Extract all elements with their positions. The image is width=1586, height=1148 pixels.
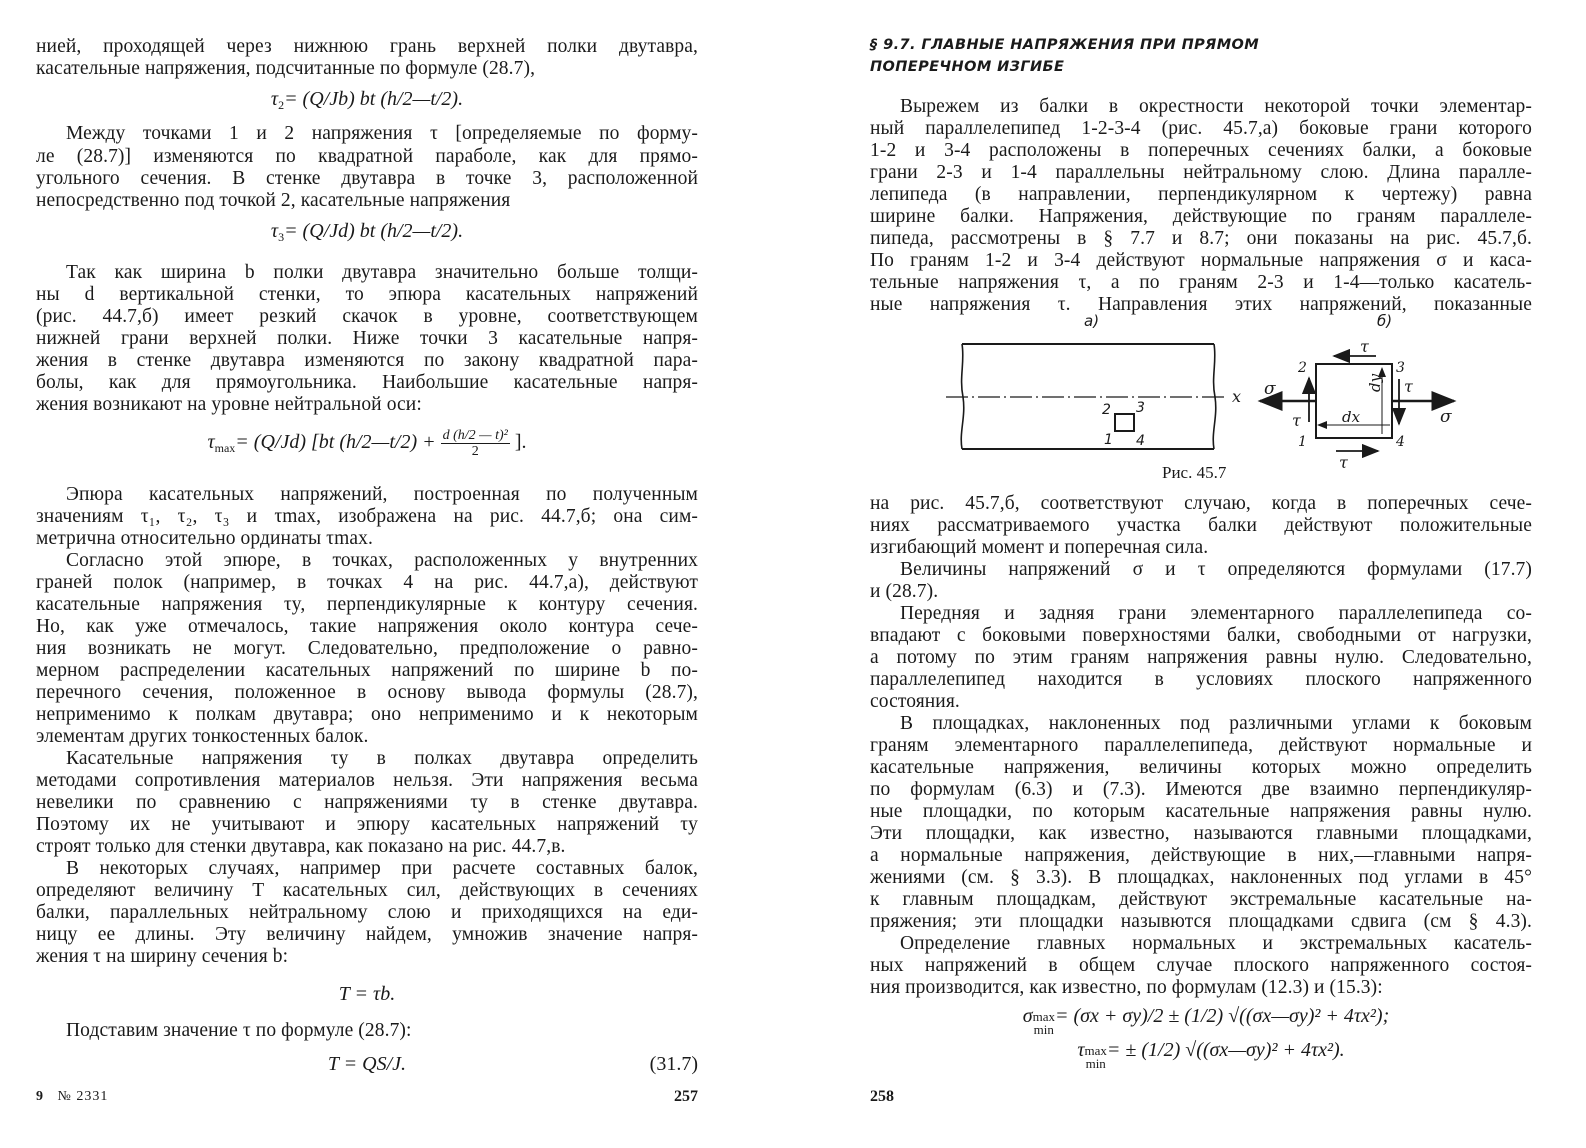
equation-number: (31.7): [649, 1053, 698, 1075]
text-line: касательные напряжения τy, перпендикулярные к контуру сечения.: [36, 594, 698, 615]
text-line: болы, как для прямоугольника. Наибольшие касательные напря-: [36, 372, 698, 393]
text-line: грани 2-3 и 1-4 параллельны нейтральному слою. Длина паралле-: [870, 162, 1532, 183]
text-line: методами сопротивления материалов нельзя. Эти напряжения весьма: [36, 770, 698, 791]
text-line: состояния.: [870, 691, 960, 712]
formula-T: T = τb.: [338, 983, 396, 1005]
text-line: метрична относительно ординаты τmax.: [36, 528, 373, 549]
text-line: Согласно этой эпюре, в точках, расположенных у внутренних: [66, 550, 698, 571]
stress-element-drawing: [1256, 312, 1486, 472]
text-line: ные напряжения τ. Направления этих напряжений, показанные: [870, 294, 1532, 315]
svg-text:σ: σ: [1440, 407, 1452, 427]
formula-tau2: $\tau_2= (Q/Jb)$ bt (h/2—t/2).: [270, 88, 464, 112]
svg-text:τ: τ: [1360, 337, 1369, 356]
text-line: ны d вертикальной стенки, то эпюра касательных напряжений: [36, 284, 698, 305]
text-line: элементам других тонкостенных балок.: [36, 726, 369, 747]
text-line: параллелепипед находится в условиях плоского напряженного: [870, 669, 1532, 690]
text-line: а нормальные напряжения, действующие в них,—главными напря-: [870, 845, 1532, 866]
max-min-subscript: max min: [1084, 1043, 1107, 1071]
text-line: 1-2 и 3-4 расположены в поперечных сечениях балки, а боковые: [870, 140, 1532, 161]
svg-text:τ: τ: [1292, 411, 1301, 430]
printer-signature: 9 № 2331: [36, 1089, 109, 1104]
beam-drawing: [946, 312, 1246, 462]
svg-text:1: 1: [1298, 434, 1307, 450]
text-line: значениям τ₁, τ₂, τ₃ и τmax, изображена на рис. 44.7,б; она сим-: [36, 506, 698, 527]
panel-label: а): [1084, 312, 1100, 330]
text-line: В некоторых случаях, например при расчете составных балок,: [66, 858, 698, 879]
text-line: ницу ее длины. Эту величину найдем, умножив значение напря-: [36, 924, 698, 945]
svg-text:1: 1: [1104, 432, 1113, 448]
section-heading: § 9.7. ГЛАВНЫЕ НАПРЯЖЕНИЯ ПРИ ПРЯМОМ: [870, 37, 1260, 53]
text-line: жения возникают на уровне нейтральной оси:: [36, 394, 422, 415]
fraction: $\frac{\text{d (h/2 — t)²}}{2}$: [442, 428, 508, 459]
text-line: граням элементарного параллелепипеда, действуют нормальные и: [870, 735, 1532, 756]
section-heading: ПОПЕРЕЧНОМ ИЗГИБЕ: [870, 59, 1065, 75]
text-line: неприменимо к полкам двутавра; оно неприменимо и к некоторым: [36, 704, 698, 725]
text-line: ширине балки. Напряжения, действующие по граням параллеле-: [870, 206, 1532, 227]
text-line: касательные напряжения, величины которых можно определить: [870, 757, 1532, 778]
text-line: нижней грани верхней полки. Ниже точки 3 касательные напря-: [36, 328, 698, 349]
text-line: перечного сечения, положенное в основу вывода формулы (28.7),: [36, 682, 698, 703]
svg-text:3: 3: [1396, 360, 1405, 376]
text-line: Так как ширина b полки двутавра значительно больше толщи-: [66, 262, 698, 283]
text-line: Но, как уже отмечалось, такие напряжения около контура сече-: [36, 616, 698, 637]
text-line: впадают с боковыми поверхностями балки, свободными от нагрузки,: [870, 625, 1532, 646]
text-line: пипеда, рассмотрены в § 7.7 и 8.7; они показаны на рис. 45.7,б.: [870, 228, 1532, 249]
text-line: жения τ на ширину сечения b:: [36, 946, 289, 967]
text-line: Эпюра касательных напряжений, построенная по полученным: [66, 484, 698, 505]
text-line: ния возникать не могут. Следовательно, предположение о равно-: [36, 638, 698, 659]
text-line: В площадках, наклоненных под различными углами к боковым: [900, 713, 1532, 734]
text-line: ные площадки, по которым касательные напряжения равны нулю.: [870, 801, 1532, 822]
svg-text:3: 3: [1136, 400, 1145, 416]
text-line: пряжения; эти площадки назывются площадками сдвига (см § 4.3).: [870, 911, 1532, 932]
text-line: угольного сечения. В стенке двутавра в точке 3, расположенной: [36, 168, 698, 189]
text-line: Передняя и задняя грани элементарного параллелепипеда со-: [900, 603, 1532, 624]
text-line: касательные напряжения, подсчитанные по формуле (28.7),: [36, 58, 536, 79]
text-line: тельные напряжения τ, а по граням 2-3 и 1-4—только касатель-: [870, 272, 1532, 293]
text-line: изгибающий момент и поперечная сила.: [870, 537, 1209, 558]
text-line: а потому по этим граням напряжения равны нулю. Следовательно,: [870, 647, 1532, 668]
svg-text:2: 2: [1298, 360, 1307, 376]
svg-text:τ: τ: [1339, 453, 1348, 472]
figure-45-7-a: [946, 312, 1246, 462]
formula-tau3: $\tau_3= (Q/Jd)$ bt (h/2—t/2).: [270, 220, 464, 244]
text-line: мерном распределении касательных напряжений по ширине b по-: [36, 660, 698, 681]
text-line: По граням 1-2 и 3-4 действуют нормальные напряжения σ и каса-: [870, 250, 1532, 271]
text-line: нией, проходящей через нижнюю грань верхней полки двутавра,: [36, 36, 698, 57]
svg-text:τ: τ: [1404, 377, 1413, 396]
text-line: ле (28.7)] изменяются по квадратной параболе, как для прямо-: [36, 146, 698, 167]
text-line: непосредственно под точкой 2, касательные напряжения: [36, 190, 511, 211]
text-line: лепипеда (в направлении, перпендикулярном к чертежу) равна: [870, 184, 1532, 205]
max-min-subscript: max min: [1032, 1009, 1055, 1037]
text-line: Определение главных нормальных и экстремальных касатель-: [900, 933, 1532, 954]
formula-T-QSJ: T = QS/J. (31.7): [327, 1053, 698, 1075]
text-line: ный параллелепипед 1-2-3-4 (рис. 45.7,а) боковые грани которого: [870, 118, 1532, 139]
svg-text:σ: σ: [1264, 379, 1276, 399]
text-line: (рис. 44.7,б) имеет резкий скачок в уровне, соответствующем: [36, 306, 698, 327]
text-line: балки, параллельных нейтральному слою и приходящихся на еди-: [36, 902, 698, 923]
text-line: Поэтому их не учитывают и эпюру касательных напряжений τy: [36, 814, 698, 835]
text-line: Величины напряжений σ и τ определяются формулами (17.7): [900, 559, 1532, 580]
svg-text:2: 2: [1102, 402, 1111, 418]
svg-text:x: x: [1232, 387, 1242, 406]
formula-tau-max: $\tau_{max}= (Q/Jd)$ [bt (h/2—t/2) + $\frac{\text{d (h/2 — t)²}}{2}$ ].: [207, 428, 527, 459]
text-line: жениями (см. § 3.3). В площадках, наклоненных под углами в 45°: [870, 867, 1532, 888]
text-line: жения в стенке двутавра изменяются по закону квадратной пара-: [36, 350, 698, 371]
formula-tau-extreme: τ max min = ± (1/2) √((σx—σy)² + 4τx²).: [1077, 1039, 1345, 1071]
text-line: строят только для стенки двутавра, как показано на рис. 44.7,в.: [36, 836, 566, 857]
formula-sigma-principal: σ max min = (σx + σy)/2 ± (1/2) √((σx—σy)² + 4τx²);: [1022, 1005, 1390, 1037]
page-number: 257: [674, 1088, 698, 1105]
text-line: ния производится, как известно, по формулам (12.3) и (15.3):: [870, 977, 1383, 998]
text-line: и (28.7).: [870, 581, 939, 602]
text-line: ниях рассматриваемого участка балки действуют положительные: [870, 515, 1532, 536]
text-line: на рис. 45.7,б, соответствуют случаю, когда в поперечных сече-: [870, 493, 1532, 514]
svg-text:4: 4: [1136, 433, 1145, 449]
text-line: Касательные напряжения τy в полках двутавра определить: [66, 748, 698, 769]
text-line: Эти площадки, как известно, называются главными площадками,: [870, 823, 1532, 844]
page-number: 258: [870, 1088, 894, 1105]
text-line: граней полок (например, в точках 4 на рис. 44.7,а), действуют: [36, 572, 698, 593]
text-line: невелики по сравнению с напряжениями τy в стенке двутавра.: [36, 792, 698, 813]
text-line: к главным площадкам, действуют экстремальные касательные на-: [870, 889, 1532, 910]
text-line: Между точками 1 и 2 напряжения τ [определяемые по форму-: [66, 123, 698, 144]
figure-caption: Рис. 45.7: [1162, 463, 1227, 482]
text-line: ных напряжений в общем случае плоского напряженного состоя-: [870, 955, 1532, 976]
text-line: Вырежем из балки в окрестности некоторой точки элементар-: [900, 96, 1532, 117]
text-line: по формулам (6.3) и (7.3). Имеются две взаимно перпендикуляр-: [870, 779, 1532, 800]
svg-text:dy: dy: [1366, 373, 1384, 392]
text-line: Подставим значение τ по формуле (28.7):: [66, 1020, 412, 1041]
svg-text:dx: dx: [1342, 408, 1361, 426]
svg-text:4: 4: [1396, 434, 1405, 450]
figure-45-7-b: [1256, 312, 1486, 472]
panel-label: б): [1377, 312, 1393, 330]
text-line: определяют величину T касательных сил, действующих в сечениях: [36, 880, 698, 901]
